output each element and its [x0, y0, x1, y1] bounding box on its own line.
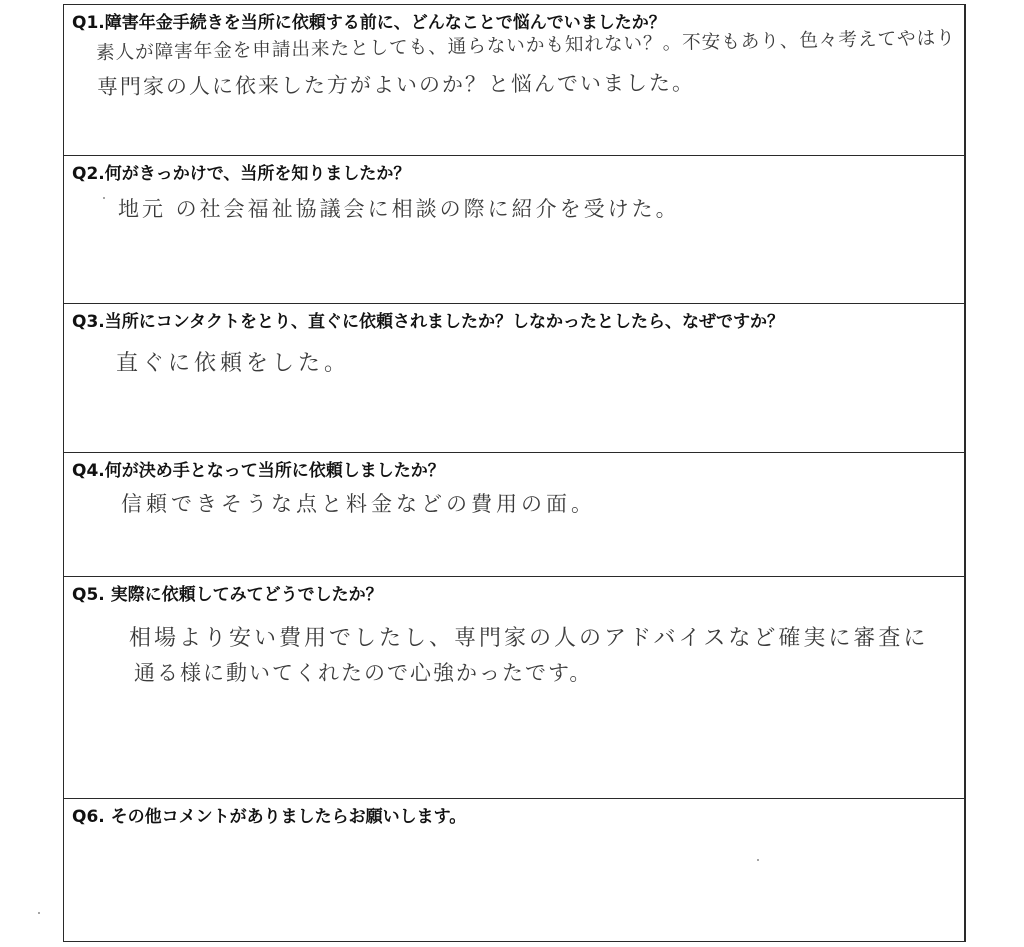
- answer-q2-line-1: 地元 の社会福祉協議会に相談の際に紹介を受けた。: [118, 197, 680, 221]
- answer-q1-line-2: 専門家の人に依来した方がよいのか？と悩んでいました。: [96, 70, 696, 99]
- section-q1: [64, 5, 964, 155]
- section-q5: [64, 576, 964, 798]
- answer-q5-line-1: 相場より安い費用でしたし、専門家の人のアドバイスなど確実に審査に: [129, 626, 929, 651]
- question-q1: Q1.障害年金手続きを当所に依頼する前に、どんなことで悩んでいましたか？: [72, 13, 666, 33]
- scan-speck: [103, 197, 105, 199]
- scan-speck: [757, 859, 759, 861]
- answer-q1-line-1: 素人が障害年金を申請出来たとしても、通らないかも知れない？。不安もあり、色々考えてやはり: [95, 26, 956, 64]
- section-q6: [64, 798, 964, 941]
- scan-speck: [38, 912, 40, 914]
- section-q4: [64, 452, 964, 576]
- question-q6: Q6. その他コメントがありましたらお願いします。: [72, 807, 467, 827]
- question-q3: Q3.当所にコンタクトをとり、直ぐに依頼されましたか？しなかったとしたら、なぜですか？: [72, 312, 785, 332]
- section-q3: [64, 303, 964, 452]
- section-q2: [64, 155, 964, 303]
- answer-q4-line-1: 信頼できそうな点と料金などの費用の面。: [121, 492, 596, 516]
- question-q2: Q2.何がきっかけで、当所を知りましたか？: [72, 164, 411, 184]
- answer-q5-line-2: 通る様に動いてくれたので心強かったです。: [134, 661, 593, 685]
- question-q4: Q4.何が決め手となって当所に依頼しましたか？: [72, 461, 445, 481]
- answer-q3-line-1: 直ぐに依頼をした。: [116, 351, 351, 376]
- questionnaire-form: [63, 4, 966, 942]
- question-q5: Q5. 実際に依頼してみてどうでしたか？: [72, 585, 383, 605]
